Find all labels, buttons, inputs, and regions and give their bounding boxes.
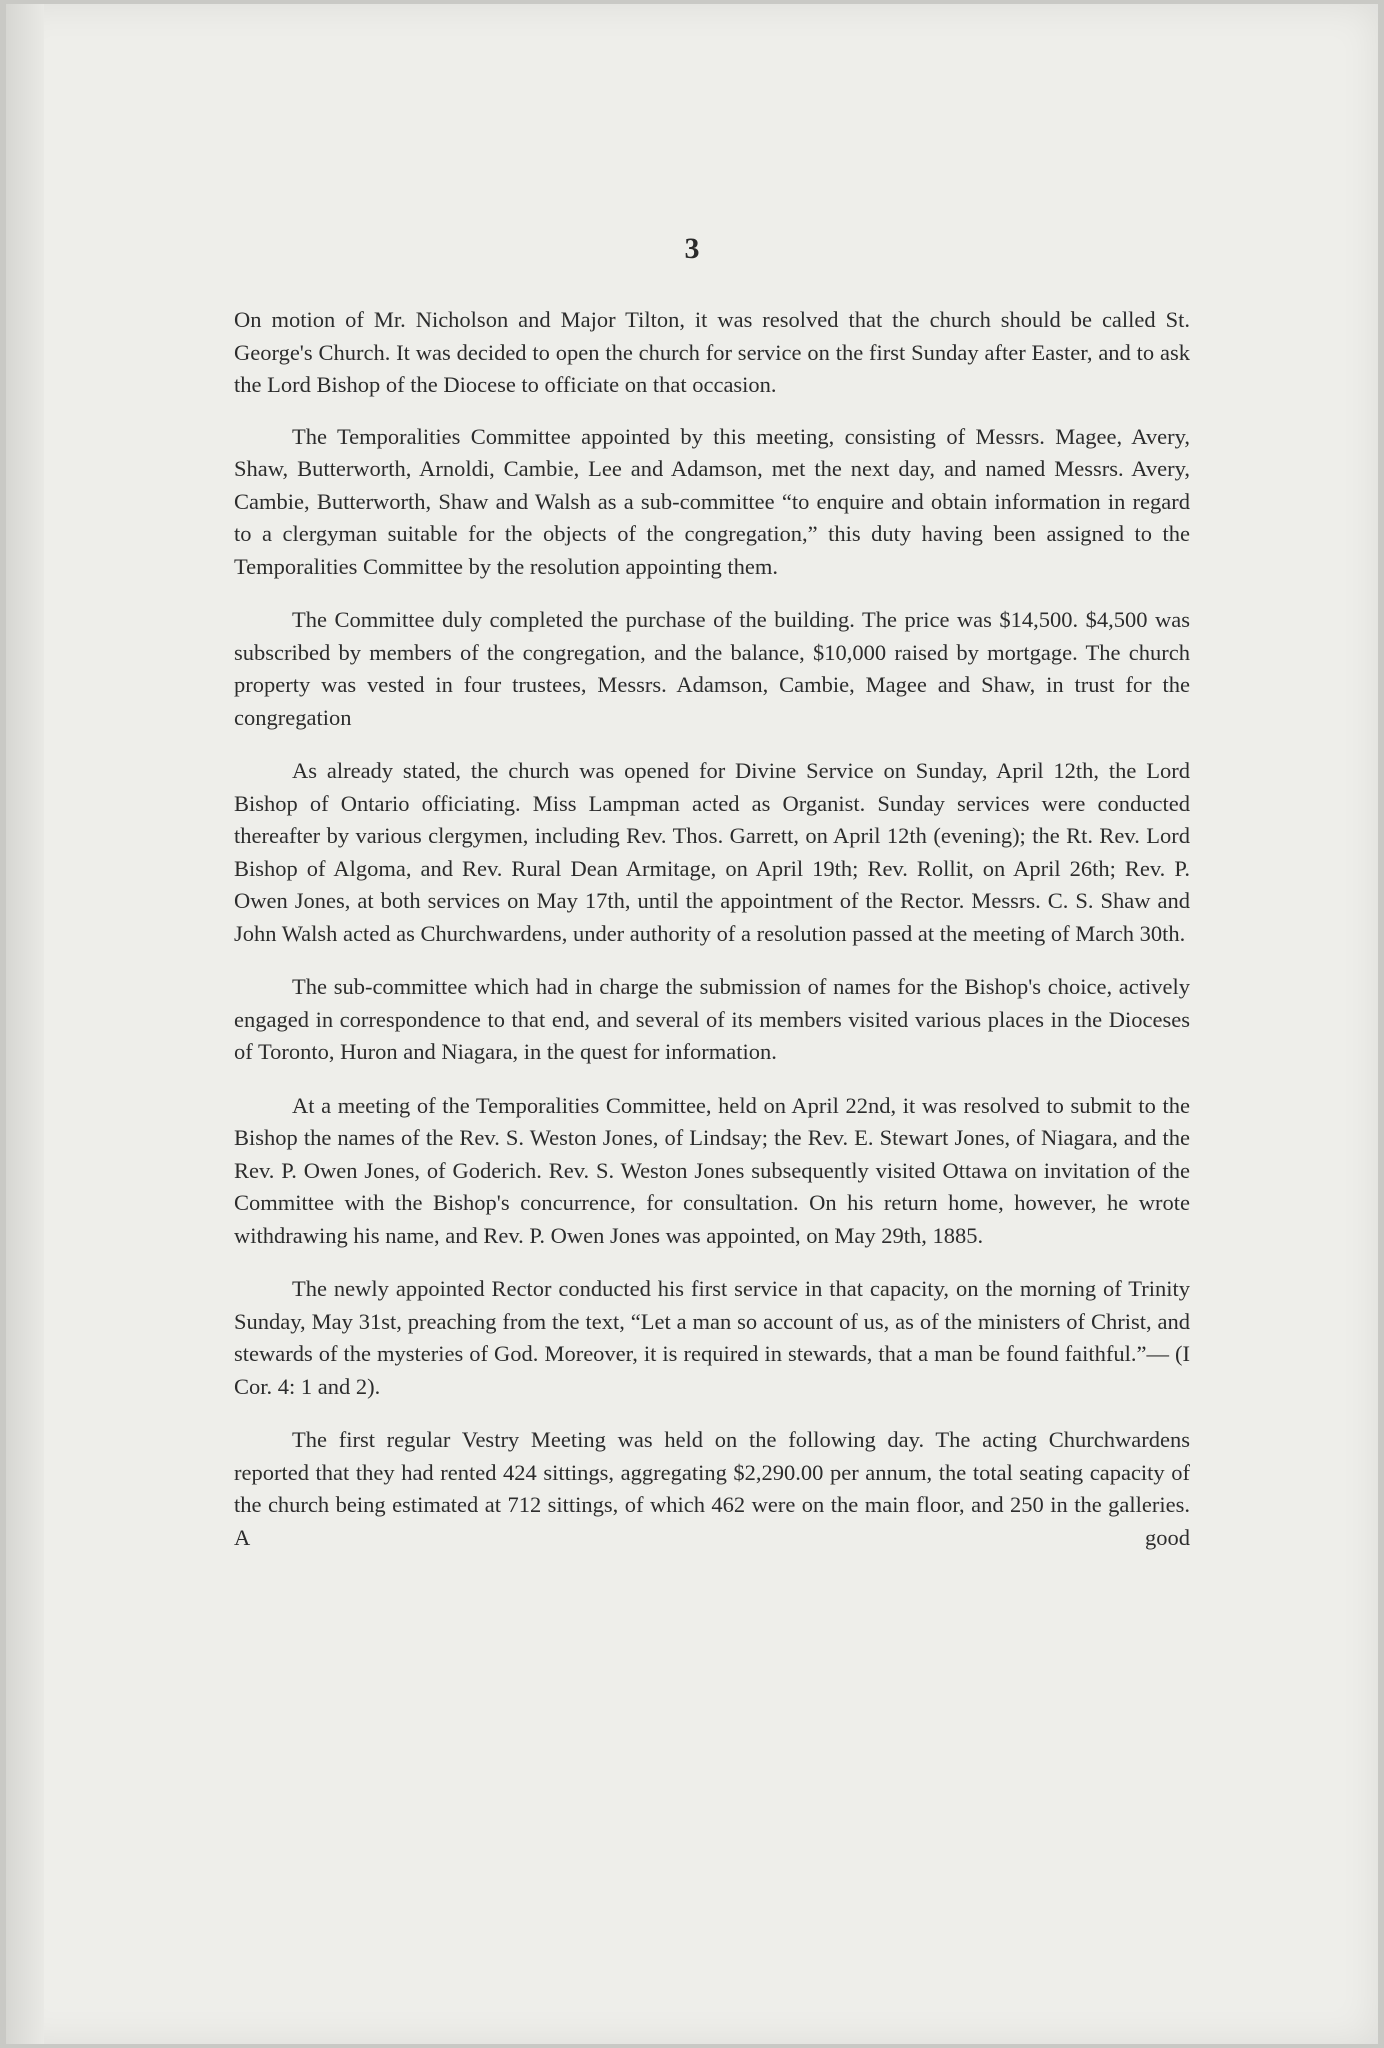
paragraph-4: As already stated, the church was opened for Divine Service on Sunday, April 12th, the Lord Bishop of Ontario officiating. Miss Lampman acted as Organist. Sunday services were conducted thereafter by various clergymen, including Rev. Thos. Garrett, on April 12th (evening); the Rt. Rev. Lord Bishop of Algoma, and Rev. Rural Dean Armitage, on April 19th; Rev. Rollit, on April 26th; Rev. P. Owen Jones, at both services on May 17th, until the appointment of the Rector. Messrs. C. S. Shaw and John Walsh acted as Churchwardens, under authority of a resolution passed at the meeting of March 30th.: [234, 758, 1190, 946]
paragraph-3: The Committee duly completed the purchase of the building. The price was $14,500. $4,500 was subscribed by members of the congregation, and the balance, $10,000 raised by mortgage. The church property was vested in four trustees, Messrs. Adamson, Cambie, Magee and Shaw, in trust for the congregation: [234, 607, 1190, 730]
paragraph-2: The Temporalities Committee appointed by this meeting, consisting of Messrs. Magee, Avery, Shaw, Butterworth, Arnoldi, Cambie, Lee and Adamson, met the next day, and named Messrs. Avery, Cambie, Butterworth, Shaw and Walsh as a sub-committee “to enquire and obtain information in regard to a clergyman suitable for the objects of the congregation,” this duty having been assigned to the Temporalities Committee by the resolution appointing them.: [234, 423, 1190, 579]
paragraph-1: On motion of Mr. Nicholson and Major Tilton, it was resolved that the church should be called St. George's Church. It was decided to open the church for service on the first Sunday after Easter, and to ask the Lord Bishop of the Diocese to officiate on that occasion.: [234, 307, 1190, 397]
paragraph-8: The first regular Vestry Meeting was held on the following day. The acting Churchwardens reported that they had rented 424 sittings, aggregating $2,290.00 per annum, the total seating capacity of the church being estimated at 712 sittings, of which 462 were on the main floor, and 250 in the galleries. A good: [234, 1427, 1190, 1550]
document-page: [6, 4, 1378, 2044]
paragraph-5: The sub-committee which had in charge the submission of names for the Bishop's choice, actively engaged in correspondence to that end, and several of its members visited various places in the Dioceses of Toronto, Huron and Niagara, in the quest for information.: [234, 974, 1190, 1064]
body-text: [234, 304, 1190, 1575]
paragraph-7: The newly appointed Rector conducted his first service in that capacity, on the morning of Trinity Sunday, May 31st, preaching from the text, “Let a man so account of us, as of the ministers of Christ, and stewards of the mysteries of God. Moreover, it is required in stewards, that a man be found faithful.”— (I Cor. 4: 1 and 2).: [234, 1276, 1190, 1399]
page-binding-edge: [6, 4, 44, 2044]
page-number: 3: [684, 232, 700, 265]
paragraph-6: At a meeting of the Temporalities Committee, held on April 22nd, it was resolved to submit to the Bishop the names of the Rev. S. Weston Jones, of Lindsay; the Rev. E. Stewart Jones, of Niagara, and the Rev. P. Owen Jones, of Goderich. Rev. S. Weston Jones subsequently visited Ottawa on invitation of the Committee with the Bishop's concurrence, for consultation. On his return home, however, he wrote withdrawing his name, and Rev. P. Owen Jones was appointed, on May 29th, 1885.: [234, 1092, 1190, 1248]
